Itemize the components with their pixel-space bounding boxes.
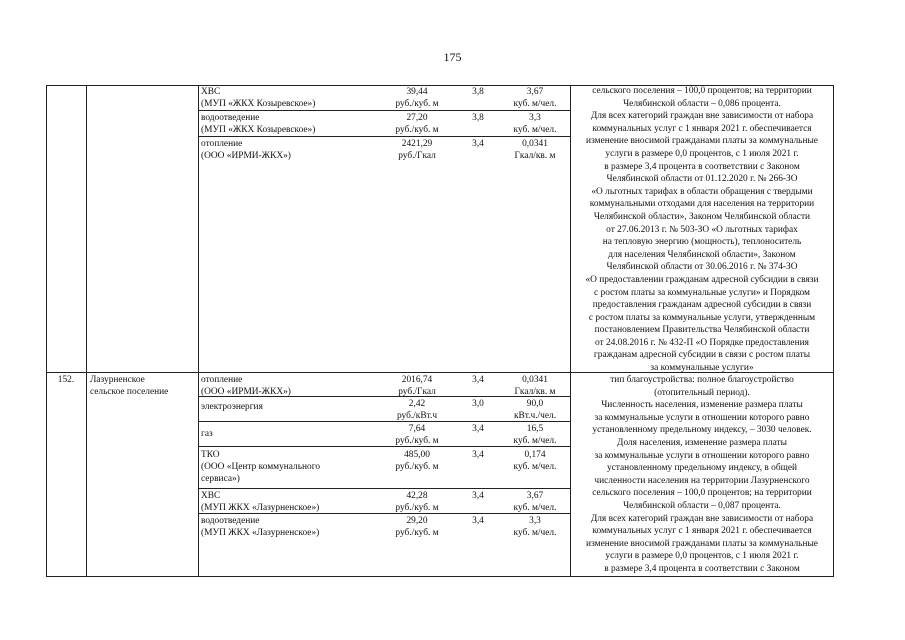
note-line: «О льготных тарифах в области обращения с твердыми (591, 186, 813, 197)
percent-value: 3,4 (472, 424, 484, 434)
norm-unit: куб. м/чел. (513, 99, 557, 109)
percent-value: 3,4 (472, 375, 484, 385)
note-line: сельского поселения – 100,0 процентов; на территории (592, 488, 812, 499)
row-number: 152. (57, 375, 75, 385)
note-line: коммунальных услуг с 1 января 2021 г. обеспечивается (592, 526, 812, 537)
norm-value: 3,67 (526, 491, 544, 501)
norm-unit: куб. м/чел. (513, 503, 557, 513)
tariff-unit: руб./куб. м (395, 503, 439, 513)
service-provider: (МУП «ЖКХ Козыревское») (201, 99, 316, 109)
service-provider: (МУП ЖКХ «Лазурненское») (201, 503, 320, 513)
notes-block-2 (570, 374, 834, 576)
note-line: Челябинской области – 0,086 процента. (623, 98, 781, 109)
tariff-unit: руб./куб. м (395, 462, 439, 472)
service-name: газ (201, 429, 213, 439)
note-line: от 27.06.2013 г. № 503-ЗО «О льготных тарифах (606, 224, 798, 235)
note-line: Челябинской области от 30.06.2016 г. № 374-ЗО (606, 262, 798, 273)
note-line: предоставления гражданам адресной субсидии в связи (592, 300, 812, 311)
tariff-unit: руб./куб. м (395, 99, 439, 109)
note-line: Челябинской области», Законом Челябинской области (593, 211, 811, 222)
norm-unit: куб. м/чел. (513, 462, 557, 472)
norm-value: 0,174 (524, 450, 546, 460)
norm-unit: Гкал/кв. м (514, 151, 556, 161)
tariff-value: 2421,29 (401, 139, 433, 149)
tariff-value: 485,00 (404, 450, 430, 460)
tariff-unit: руб./Гкал (398, 151, 436, 161)
tariff-unit: руб./куб. м (395, 528, 439, 538)
service-provider-cont: сервиса») (201, 474, 240, 484)
tariff-unit: руб./куб. м (395, 125, 439, 135)
settlement-name: Лазурненское сельское поселение (90, 375, 169, 397)
note-line: Челябинской области от 01.12.2020 г. № 266-ЗО (606, 174, 798, 185)
note-line: в размере 3,4 процента в соответствии с Законом (604, 161, 800, 172)
tariff-table (46, 85, 834, 577)
note-line: в размере 3,4 процента в соответствии с Законом (604, 563, 800, 574)
note-line: Численность населения, изменение размера платы (601, 400, 803, 411)
note-line: услуги в размере 0,0 процентов, с 1 июля 2021 г. (605, 148, 799, 159)
norm-value: 90,0 (526, 399, 544, 409)
service-provider: (ООО «Центр коммунального (201, 462, 321, 472)
norm-unit: куб. м/чел. (513, 125, 557, 135)
note-line: Для всех категорий граждан вне зависимости от набора (590, 111, 814, 122)
service-name: ТКО (201, 450, 220, 460)
percent-value: 3,8 (472, 113, 484, 123)
note-line: тип благоустройства: полное благоустройство (610, 375, 794, 385)
norm-unit: куб. м/чел. (513, 528, 557, 538)
service-name: ХВС (201, 87, 221, 97)
tariff-unit: руб./кВт.ч (396, 411, 438, 421)
note-line: постановлением Правительства Челябинской области (594, 325, 810, 336)
norm-value: 3,67 (526, 87, 544, 97)
norm-unit: куб. м/чел. (513, 436, 557, 446)
service-name: отопление (201, 375, 243, 385)
tariff-value: 2016,74 (401, 375, 433, 385)
norm-value: 16,5 (526, 424, 544, 434)
note-line: Доля населения, изменение размера платы (617, 437, 787, 448)
note-line: за коммунальные услуги в отношении которого равно (594, 412, 810, 423)
note-line: численности населения на территории Лазурненского (594, 475, 810, 486)
percent-value: 3,8 (472, 87, 484, 97)
service-provider: (ООО «ИРМИ-ЖКХ») (201, 387, 291, 397)
note-line: гражданам адресной субсидии в связи с ростом платы (593, 350, 811, 361)
norm-value: 3,3 (529, 516, 541, 526)
percent-value: 3,0 (472, 399, 484, 409)
tariff-unit: руб./Гкал (398, 387, 436, 397)
norm-unit: кВт.ч./чел. (513, 411, 557, 421)
notes-block-1 (570, 85, 834, 375)
note-line: установленному предельному индексу, в общей (606, 463, 798, 474)
tariff-unit: руб./куб. м (395, 436, 439, 446)
note-line: изменение вносимой гражданами платы за коммунальные (586, 538, 818, 549)
percent-value: 3,4 (472, 450, 484, 460)
service-provider: (МУП ЖКХ «Лазурненское») (201, 528, 320, 538)
note-line: для населения Челябинской области», Законом (608, 249, 796, 260)
note-line: сельского поселения – 100,0 процентов; на территории (592, 86, 812, 96)
service-name: ХВС (201, 491, 221, 501)
note-line: на тепловую энергию (мощность), теплоноситель (602, 237, 802, 248)
service-name: водоотведение (201, 516, 260, 526)
note-line: с ростом платы за коммунальные услуги» и Порядком (594, 287, 810, 298)
page-number: 175 (443, 50, 462, 64)
note-line: Для всех категорий граждан вне зависимости от набора (590, 513, 814, 524)
tariff-value: 27,20 (406, 113, 428, 123)
tariff-value: 42,28 (406, 491, 428, 501)
note-line: «О предоставлении гражданам адресной субсидии в связи (585, 274, 819, 285)
norm-value: 3,3 (529, 113, 541, 123)
note-line: Челябинской области – 0,087 процента. (623, 500, 781, 511)
service-name: электроэнергия (201, 402, 263, 412)
norm-value: 0,0341 (522, 139, 548, 149)
note-line: изменение вносимой гражданами платы за коммунальные (586, 136, 818, 147)
note-line: за коммунальные услуги в отношении которого равно (594, 450, 810, 461)
note-line: за коммунальные услуги» (650, 363, 754, 374)
percent-value: 3,4 (472, 491, 484, 501)
tariff-value: 39,44 (406, 87, 428, 97)
service-name: отопление (201, 139, 243, 149)
norm-unit: Гкал/кв. м (514, 387, 556, 397)
note-line: (отопительный период). (654, 387, 750, 398)
service-provider: (МУП «ЖКХ Козыревское») (201, 125, 316, 135)
note-line: установленному предельному индексу, – 3030 человек. (592, 425, 812, 436)
tariff-value: 29,20 (406, 516, 428, 526)
note-line: с ростом платы за коммунальные услуги, утвержденным (588, 312, 816, 323)
tariff-value: 7,64 (408, 424, 426, 434)
percent-value: 3,4 (472, 516, 484, 526)
note-line: коммунальными отходами для населения на территории (589, 199, 815, 210)
norm-value: 0,0341 (522, 375, 548, 385)
service-name: водоотведение (201, 113, 260, 123)
service-provider: (ООО «ИРМИ-ЖКХ») (201, 151, 291, 161)
note-line: услуги в размере 0,0 процентов, с 1 июля 2021 г. (605, 551, 799, 562)
note-line: коммунальных услуг с 1 января 2021 г. обеспечивается (592, 123, 812, 134)
percent-value: 3,4 (472, 139, 484, 149)
note-line: от 24.08.2016 г. № 432-П «О Порядке предоставления (595, 337, 809, 348)
tariff-value: 2,42 (408, 399, 426, 409)
